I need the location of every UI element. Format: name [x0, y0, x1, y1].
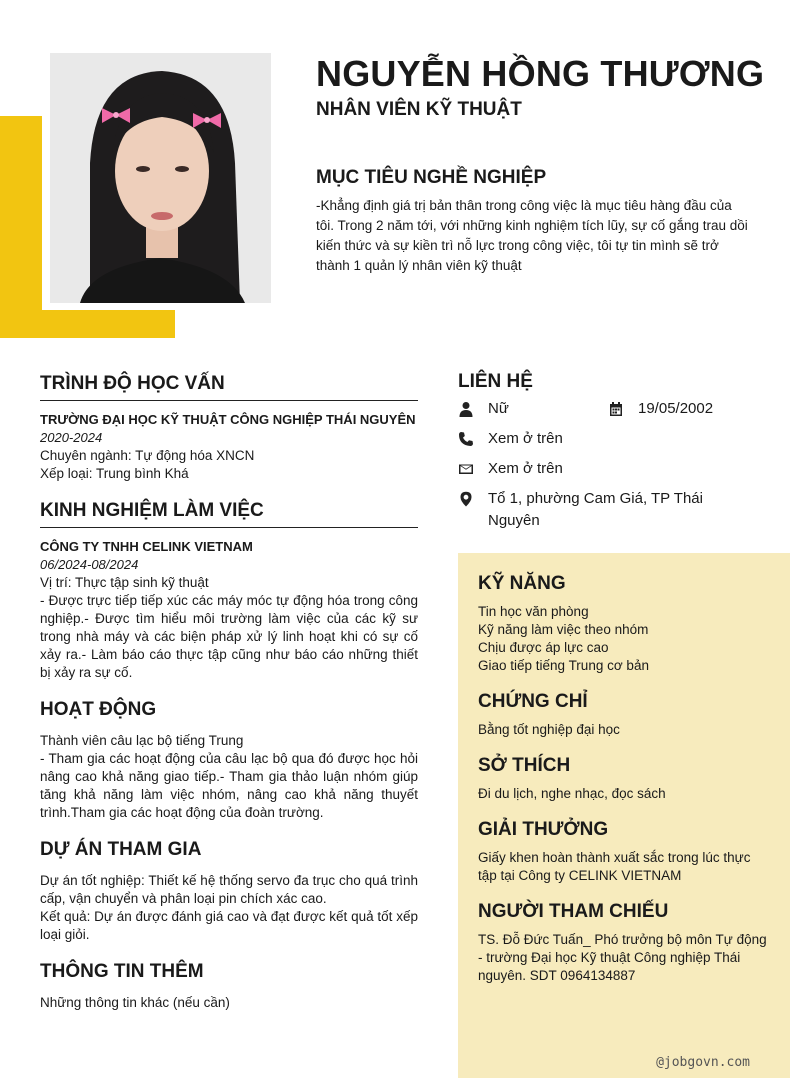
experience-company: CÔNG TY TNHH CELINK VIETNAM: [40, 539, 253, 554]
extra-info-text: Những thông tin khác (nếu cần): [40, 995, 230, 1010]
watermark-text: @jobgovn.com: [656, 1055, 750, 1070]
contact-row-personal: [458, 398, 758, 420]
accent-bar-vertical: [0, 116, 42, 338]
calendar-icon: [608, 398, 638, 420]
objective-text: -Khẳng định giá trị bản thân trong công việc là mục tiêu hàng đầu của tôi. Trong 2 năm tới, với những kinh nghiệm tích lũy, sự cố gắng trau dồi kiến thức và sự kiền trì nỗ lực trong công việc, tôi tự tin mình sẽ trở thành 1 quản lý nhân viên kỹ thuật: [316, 198, 748, 273]
projects-result: Kết quả: Dự án được đánh giá cao và đạt được kết quả tốt xếp loại giỏi.: [40, 909, 418, 942]
awards-section: [478, 817, 770, 885]
projects-title: DỰ ÁN THAM GIA: [40, 839, 202, 860]
projects-description: Dự án tốt nghiệp: Thiết kế hệ thống servo đa trục cho quá trình cấp, vận chuyển và phân loại pin chích xác cao.: [40, 873, 418, 906]
education-period: 2020-2024: [40, 430, 103, 445]
candidate-job-title: NHÂN VIÊN KỸ THUẬT: [316, 99, 522, 120]
contact-address: Tổ 1, phường Cam Giá, TP Thái Nguyên: [488, 490, 703, 529]
hobbies-title: SỞ THÍCH: [478, 755, 571, 776]
education-title: TRÌNH ĐỘ HỌC VẤN: [40, 372, 418, 401]
award-item: Giấy khen hoàn thành xuất sắc trong lúc thực tập tại Công ty CELINK VIETNAM: [478, 850, 751, 883]
skill-item: Giao tiếp tiếng Trung cơ bản: [478, 658, 649, 673]
experience-description: - Được trực tiếp tiếp xúc các máy móc tự động hóa trong công nghiệp.- Được tìm hiểu môi trường làm việc của các kỹ sư trong nhà máy và các biện pháp xử lý linh hoạt khi có sự cố xảy ra.- Làm báo cáo thực tập cũng như báo cáo những thiết bị xảy ra sự cố.: [40, 593, 418, 680]
projects-section: [40, 838, 418, 944]
mail-icon: [458, 458, 488, 480]
certificates-section: [478, 689, 770, 739]
certificate-item: Bằng tốt nghiệp đại học: [478, 722, 620, 737]
profile-photo-illustration: [50, 53, 271, 303]
skills-section: [478, 571, 770, 675]
references-title: NGƯỜI THAM CHIẾU: [478, 901, 669, 922]
skill-item: Chịu được áp lực cao: [478, 640, 609, 655]
references-section: [478, 899, 770, 985]
accent-bar-horizontal: [0, 310, 175, 338]
awards-title: GIẢI THƯỞNG: [478, 819, 609, 840]
education-rank: Xếp loại: Trung bình Khá: [40, 466, 189, 481]
extra-info-section: [40, 960, 418, 1012]
education-school: TRƯỜNG ĐẠI HỌC KỸ THUẬT CÔNG NGHIỆP THÁI NGUYÊN: [40, 412, 416, 427]
person-icon: [458, 398, 488, 420]
activities-title: HOẠT ĐỘNG: [40, 699, 157, 720]
education-section: [40, 372, 418, 483]
skill-item: Tin học văn phòng: [478, 604, 589, 619]
activities-section: [40, 698, 418, 822]
contact-birthday: 19/05/2002: [638, 400, 714, 417]
profile-photo: [50, 53, 271, 303]
contact-phone: Xem ở trên: [488, 430, 563, 447]
extra-info-title: THÔNG TIN THÊM: [40, 961, 204, 982]
objective-title: MỤC TIÊU NGHỀ NGHIỆP: [316, 167, 547, 188]
objective-section: [316, 166, 748, 276]
cv-header: [316, 52, 765, 122]
contact-section: [458, 370, 758, 540]
skill-item: Kỹ năng làm việc theo nhóm: [478, 622, 649, 637]
hobbies-section: [478, 753, 770, 803]
contact-gender: Nữ: [488, 400, 509, 417]
side-panel: [458, 553, 790, 1078]
skills-title: KỸ NĂNG: [478, 573, 566, 594]
activities-org: Thành viên câu lạc bộ tiếng Trung: [40, 733, 244, 748]
contact-email: Xem ở trên: [488, 460, 563, 477]
location-pin-icon: [458, 488, 488, 510]
experience-period: 06/2024-08/2024: [40, 557, 139, 572]
reference-item: TS. Đỗ Đức Tuấn_ Phó trưởng bộ môn Tự động - trường Đại học Kỹ thuật Công nghiệp Thái nguyên. SDT 0964134887: [478, 932, 767, 983]
hobby-item: Đi du lịch, nghe nhạc, đọc sách: [478, 786, 666, 801]
contact-row-email: [458, 458, 758, 480]
experience-section: [40, 499, 418, 682]
contact-row-address: [458, 488, 758, 532]
candidate-name: NGUYỄN HỒNG THƯƠNG: [316, 53, 765, 94]
certificates-title: CHỨNG CHỈ: [478, 691, 588, 712]
contact-row-phone: [458, 428, 758, 450]
left-column: [40, 372, 418, 1028]
activities-description: - Tham gia các hoạt động của câu lạc bộ qua đó được học hỏi nâng cao khả năng giao tiếp.- Tham gia thảo luận nhóm giúp tăng khả năng làm việc nhóm, nâng cao khả năng thuyết trình.Tham gia các hoạt động của đoàn trường.: [40, 751, 418, 820]
contact-title: LIÊN HỆ: [458, 371, 533, 392]
experience-title: KINH NGHIỆM LÀM VIỆC: [40, 499, 418, 528]
experience-position: Vị trí: Thực tập sinh kỹ thuật: [40, 575, 209, 590]
phone-icon: [458, 428, 488, 450]
education-major: Chuyên ngành: Tự động hóa XNCN: [40, 448, 255, 463]
